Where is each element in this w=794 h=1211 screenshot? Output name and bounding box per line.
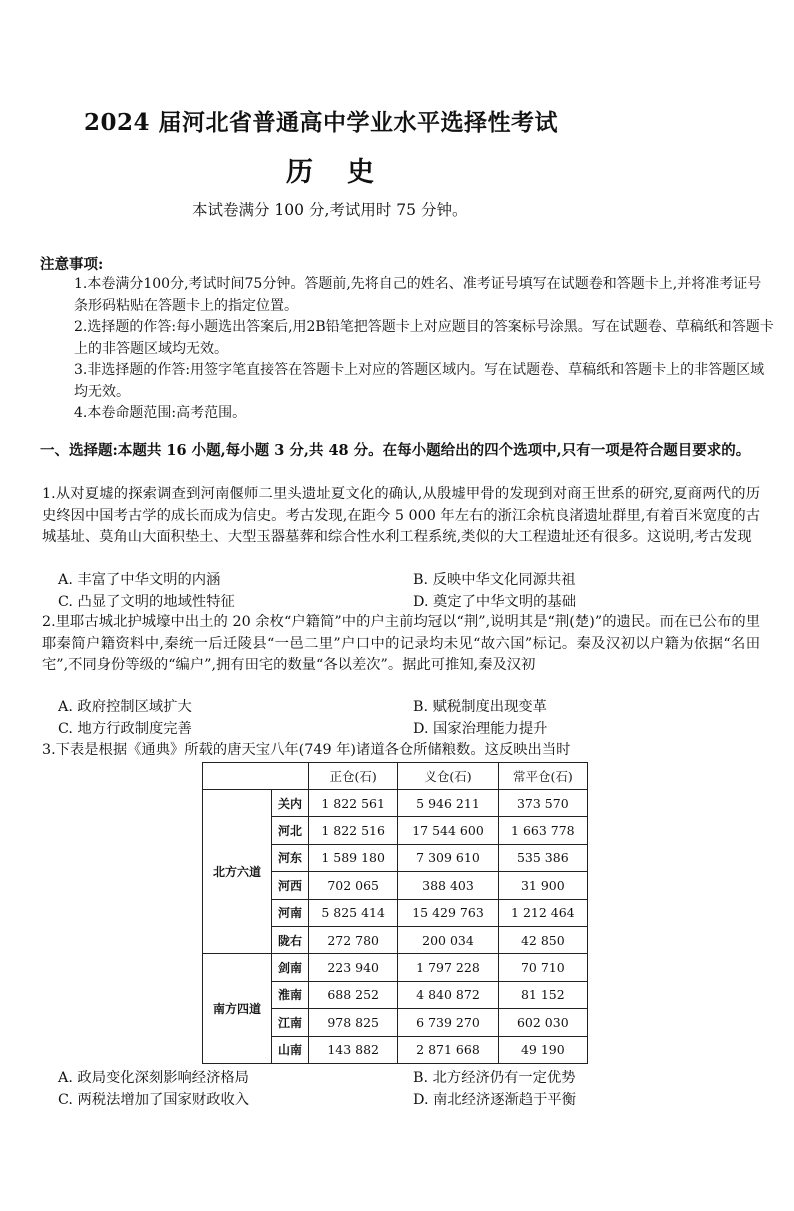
circuit-name: 江南 — [272, 1009, 309, 1036]
question-1-option-a: A. 丰富了中华文明的内涵 — [58, 572, 221, 588]
zhengcang-value: 272 780 — [309, 926, 398, 953]
circuit-name: 河东 — [272, 844, 309, 871]
question-3-stem: 3.下表是根据《通典》所载的唐天宝八年(749 年)诸道各仓所储粮数。这反映出当时 — [42, 742, 571, 758]
question-2-stem: 2.里耶古城北护城壕中出土的 20 余枚“户籍简”中的户主前均冠以“荆”,说明其是“荆(楚)”的遗民。而在已公布的里耶秦简户籍资料中,秦统一后迁陵县“一邑二里”户口中的记录均未见“故六国”标记。秦及汉初以户籍为依据“名田宅”,不同身份等级的“编户”,拥有田宅的数量“各以差次”。据此可推知,秦及汉初 — [42, 614, 760, 673]
notice-item-3: 3.非选择题的作答:用签字笔直接答在答题卡上对应的答题区域内。写在试题卷、草稿纸和答题卡上的非答题区域均无效。 — [74, 362, 765, 400]
yicang-value: 1 797 228 — [398, 954, 498, 981]
changpingcang-value: 1 663 778 — [498, 817, 587, 844]
question-1-options — [58, 570, 758, 613]
zhengcang-value: 702 065 — [309, 872, 398, 899]
question-3-option-b: B. 北方经济仍有一定优势 — [413, 1070, 576, 1086]
yicang-value: 200 034 — [398, 926, 498, 953]
question-1-stem: 1.从对夏墟的探索调查到河南偃师二里头遗址夏文化的确认,从殷墟甲骨的发现到对商王世系的研究,夏商两代的历史终因中国考古学的成长而成为信史。考古发现,在距今 5 000 年左右的浙江余杭良渚遗址群里,有着百米宽度的古城基址、莫角山大面积垫土、大型玉器墓葬和综合性水利工程系统,类似的大工程遗址还有很多。这说明,考古发现 — [42, 486, 760, 545]
changpingcang-value: 602 030 — [498, 1009, 587, 1036]
question-2-option-a: A. 政府控制区域扩大 — [58, 699, 192, 715]
question-1-option-c: C. 凸显了文明的地域性特征 — [58, 593, 235, 610]
circuit-name: 剑南 — [272, 954, 309, 981]
question-3-option-d: D. 南北经济逐渐趋于平衡 — [413, 1091, 577, 1108]
changpingcang-value: 373 570 — [498, 790, 587, 817]
changpingcang-value: 49 190 — [498, 1036, 587, 1063]
column-header-changpingcang: 常平仓(石) — [498, 763, 587, 790]
zhengcang-value: 1 822 516 — [309, 817, 398, 844]
circuit-name: 关内 — [272, 790, 309, 817]
notice-item-1: 1.本卷满分100分,考试时间75分钟。答题前,先将自己的姓名、准考证号填写在试题卷和答题卡上,并将准考证号条形码粘贴在答题卡上的指定位置。 — [74, 276, 762, 314]
zhengcang-value: 978 825 — [309, 1009, 398, 1036]
question-2-options — [58, 697, 758, 740]
question-2-option-d: D. 国家治理能力提升 — [413, 720, 548, 737]
notice-item-2: 2.选择题的作答:每小题选出答案后,用2B铅笔把答题卡上对应题目的答案标号涂黑。写在试题卷、草稿纸和答题卡上的非答题区域均无效。 — [74, 319, 774, 357]
question-3-option-c: C. 两税法增加了国家财政收入 — [58, 1091, 250, 1108]
yicang-value: 6 739 270 — [398, 1009, 498, 1036]
notice-item-4: 4.本卷命题范围:高考范围。 — [74, 405, 247, 421]
exam-title: 2024 届河北省普通高中学业水平选择性考试 — [84, 109, 559, 136]
score-note: 本试卷满分 100 分,考试用时 75 分钟。 — [192, 201, 468, 219]
yicang-value: 7 309 610 — [398, 844, 498, 871]
circuit-name: 陇右 — [272, 926, 309, 953]
grain-storage-table — [202, 762, 588, 1064]
yicang-value: 2 871 668 — [398, 1036, 498, 1063]
question-1-option-b: B. 反映中华文化同源共祖 — [413, 572, 576, 588]
question-3-options — [58, 1068, 758, 1111]
question-1-option-d: D. 奠定了中华文明的基础 — [413, 593, 577, 610]
zhengcang-value: 5 825 414 — [309, 899, 398, 926]
notice-heading: 注意事项: — [40, 256, 104, 273]
yicang-value: 388 403 — [398, 872, 498, 899]
table-corner-cell — [203, 763, 309, 790]
question-2-option-c: C. 地方行政制度完善 — [58, 720, 192, 737]
changpingcang-value: 31 900 — [498, 872, 587, 899]
circuit-name: 河西 — [272, 872, 309, 899]
yicang-value: 4 840 872 — [398, 981, 498, 1008]
table-row — [203, 954, 588, 981]
question-2-option-b: B. 赋税制度出现变革 — [413, 699, 547, 715]
column-header-zhengcang: 正仓(石) — [309, 763, 398, 790]
zhengcang-value: 1 822 561 — [309, 790, 398, 817]
changpingcang-value: 42 850 — [498, 926, 587, 953]
yicang-value: 17 544 600 — [398, 817, 498, 844]
column-header-yicang: 义仓(石) — [398, 763, 498, 790]
zhengcang-value: 1 589 180 — [309, 844, 398, 871]
zhengcang-value: 223 940 — [309, 954, 398, 981]
question-3-option-a: A. 政局变化深刻影响经济格局 — [58, 1070, 249, 1086]
south-region-label: 南方四道 — [203, 954, 272, 1064]
table-row — [203, 790, 588, 817]
north-region-label: 北方六道 — [203, 790, 272, 954]
changpingcang-value: 70 710 — [498, 954, 587, 981]
table-header-row — [203, 763, 588, 790]
section-heading: 一、选择题:本题共 16 小题,每小题 3 分,共 48 分。在每小题给出的四个选项中,只有一项是符合题目要求的。 — [40, 442, 751, 459]
changpingcang-value: 1 212 464 — [498, 899, 587, 926]
circuit-name: 淮南 — [272, 981, 309, 1008]
zhengcang-value: 688 252 — [309, 981, 398, 1008]
yicang-value: 15 429 763 — [398, 899, 498, 926]
notice-list — [74, 274, 774, 425]
circuit-name: 山南 — [272, 1036, 309, 1063]
circuit-name: 河南 — [272, 899, 309, 926]
circuit-name: 河北 — [272, 817, 309, 844]
zhengcang-value: 143 882 — [309, 1036, 398, 1063]
yicang-value: 5 946 211 — [398, 790, 498, 817]
changpingcang-value: 81 152 — [498, 981, 587, 1008]
subject-title: 历史 — [286, 157, 408, 188]
changpingcang-value: 535 386 — [498, 844, 587, 871]
